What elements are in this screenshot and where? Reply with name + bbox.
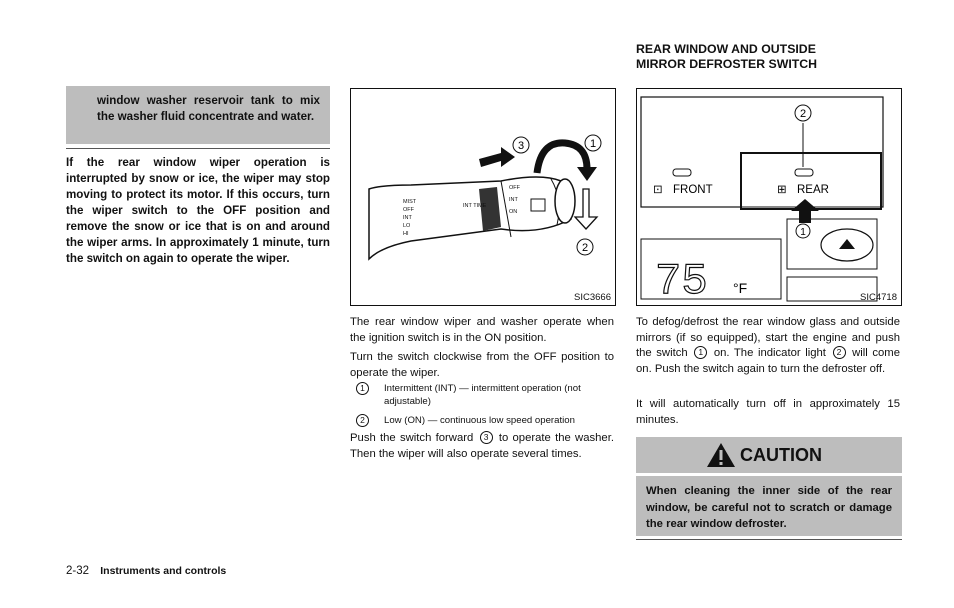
right-paragraph-1: To defog/defrost the rear window glass and outside mirrors (if so equipped), start the engine and push the switch 1 on. The indicator light 2 will come on. Push the switch again to turn the defroster off. [636, 316, 900, 375]
mark-off: OFF [403, 207, 414, 213]
section-heading: REAR WINDOW AND OUTSIDE MIRROR DEFROSTER SWITCH [636, 42, 818, 71]
wiper-stalk-illustration [351, 89, 615, 305]
wiper-switch-figure [350, 88, 616, 306]
list-text-2: Low (ON) — continuous low speed operation [384, 415, 575, 426]
right-paragraph-2: It will automatically turn off in approximately 15 minutes. [636, 398, 900, 426]
caution-header [636, 437, 902, 473]
svg-text:⊞: ⊞ [777, 184, 787, 196]
list-text-1: Intermittent (INT) — intermittent operation (not adjustable) [384, 383, 581, 407]
caution-title: CAUTION [740, 445, 822, 465]
mid-paragraph-3: Push the switch forward 3 to operate the washer. Then the wiper will also operate several times. [350, 432, 614, 460]
rear-label: REAR [797, 184, 829, 196]
mark-int-rear: INT [509, 197, 518, 203]
warning-continued-text: window washer reservoir tank to mix the washer fluid concentrate and water. [97, 94, 320, 123]
inline-number-3: 3 [480, 431, 493, 444]
mark-int-time: INT TIME [463, 203, 487, 209]
defroster-switch-figure [636, 88, 902, 306]
inline-number-2: 2 [833, 346, 846, 359]
list-number-2: 2 [356, 414, 369, 427]
page-number: 2-32 [66, 565, 90, 577]
page-footer [66, 565, 226, 577]
caution-bottom-rule [636, 539, 902, 540]
mark-int: INT [403, 215, 412, 221]
mark-lo: LO [403, 223, 411, 229]
callout-1: 1 [800, 227, 806, 238]
caution-box [636, 476, 902, 536]
callout-2: 2 [581, 242, 589, 254]
inline-number-1: 1 [694, 346, 707, 359]
snow-ice-paragraph: If the rear window wiper operation is interrupted by snow or ice, the wiper may stop moving to protect its motor. If this occurs, turn the wiper switch to the OFF position and remove the snow or ice that is on and around the wiper arms. In approximately 1 minute, turn the switch on again to operate the wiper. [66, 156, 330, 265]
warning-bottom-rule [66, 148, 330, 149]
mark-hi: HI [403, 231, 409, 237]
callout-3: 3 [517, 140, 525, 152]
callout-2: 2 [799, 108, 807, 120]
mid-paragraph-2: Turn the switch clockwise from the OFF position to operate the wiper. [350, 351, 614, 379]
section-name: Instruments and controls [100, 565, 227, 577]
mark-mist: MIST [403, 199, 417, 205]
warning-continued-box [66, 86, 330, 144]
temp-unit: °F [733, 280, 748, 296]
figure-label-sic4718: SIC4718 [860, 292, 897, 303]
mark-off-rear: OFF [509, 185, 520, 191]
front-label: FRONT [673, 184, 713, 196]
caution-text: When cleaning the inner side of the rear window, be careful not to scratch or damage the rear window defroster. [646, 485, 892, 530]
figure-label-sic3666: SIC3666 [574, 292, 611, 303]
callout-1: 1 [589, 138, 597, 150]
defroster-panel-illustration [637, 89, 901, 305]
temp-readout: 75 [655, 257, 708, 305]
list-number-1: 1 [356, 382, 369, 395]
mark-on-rear: ON [509, 209, 518, 215]
warning-triangle-icon [706, 442, 736, 468]
mid-paragraph-1: The rear window wiper and washer operate when the ignition switch is in the ON position. [350, 316, 614, 344]
svg-text:⊡: ⊡ [653, 184, 663, 196]
